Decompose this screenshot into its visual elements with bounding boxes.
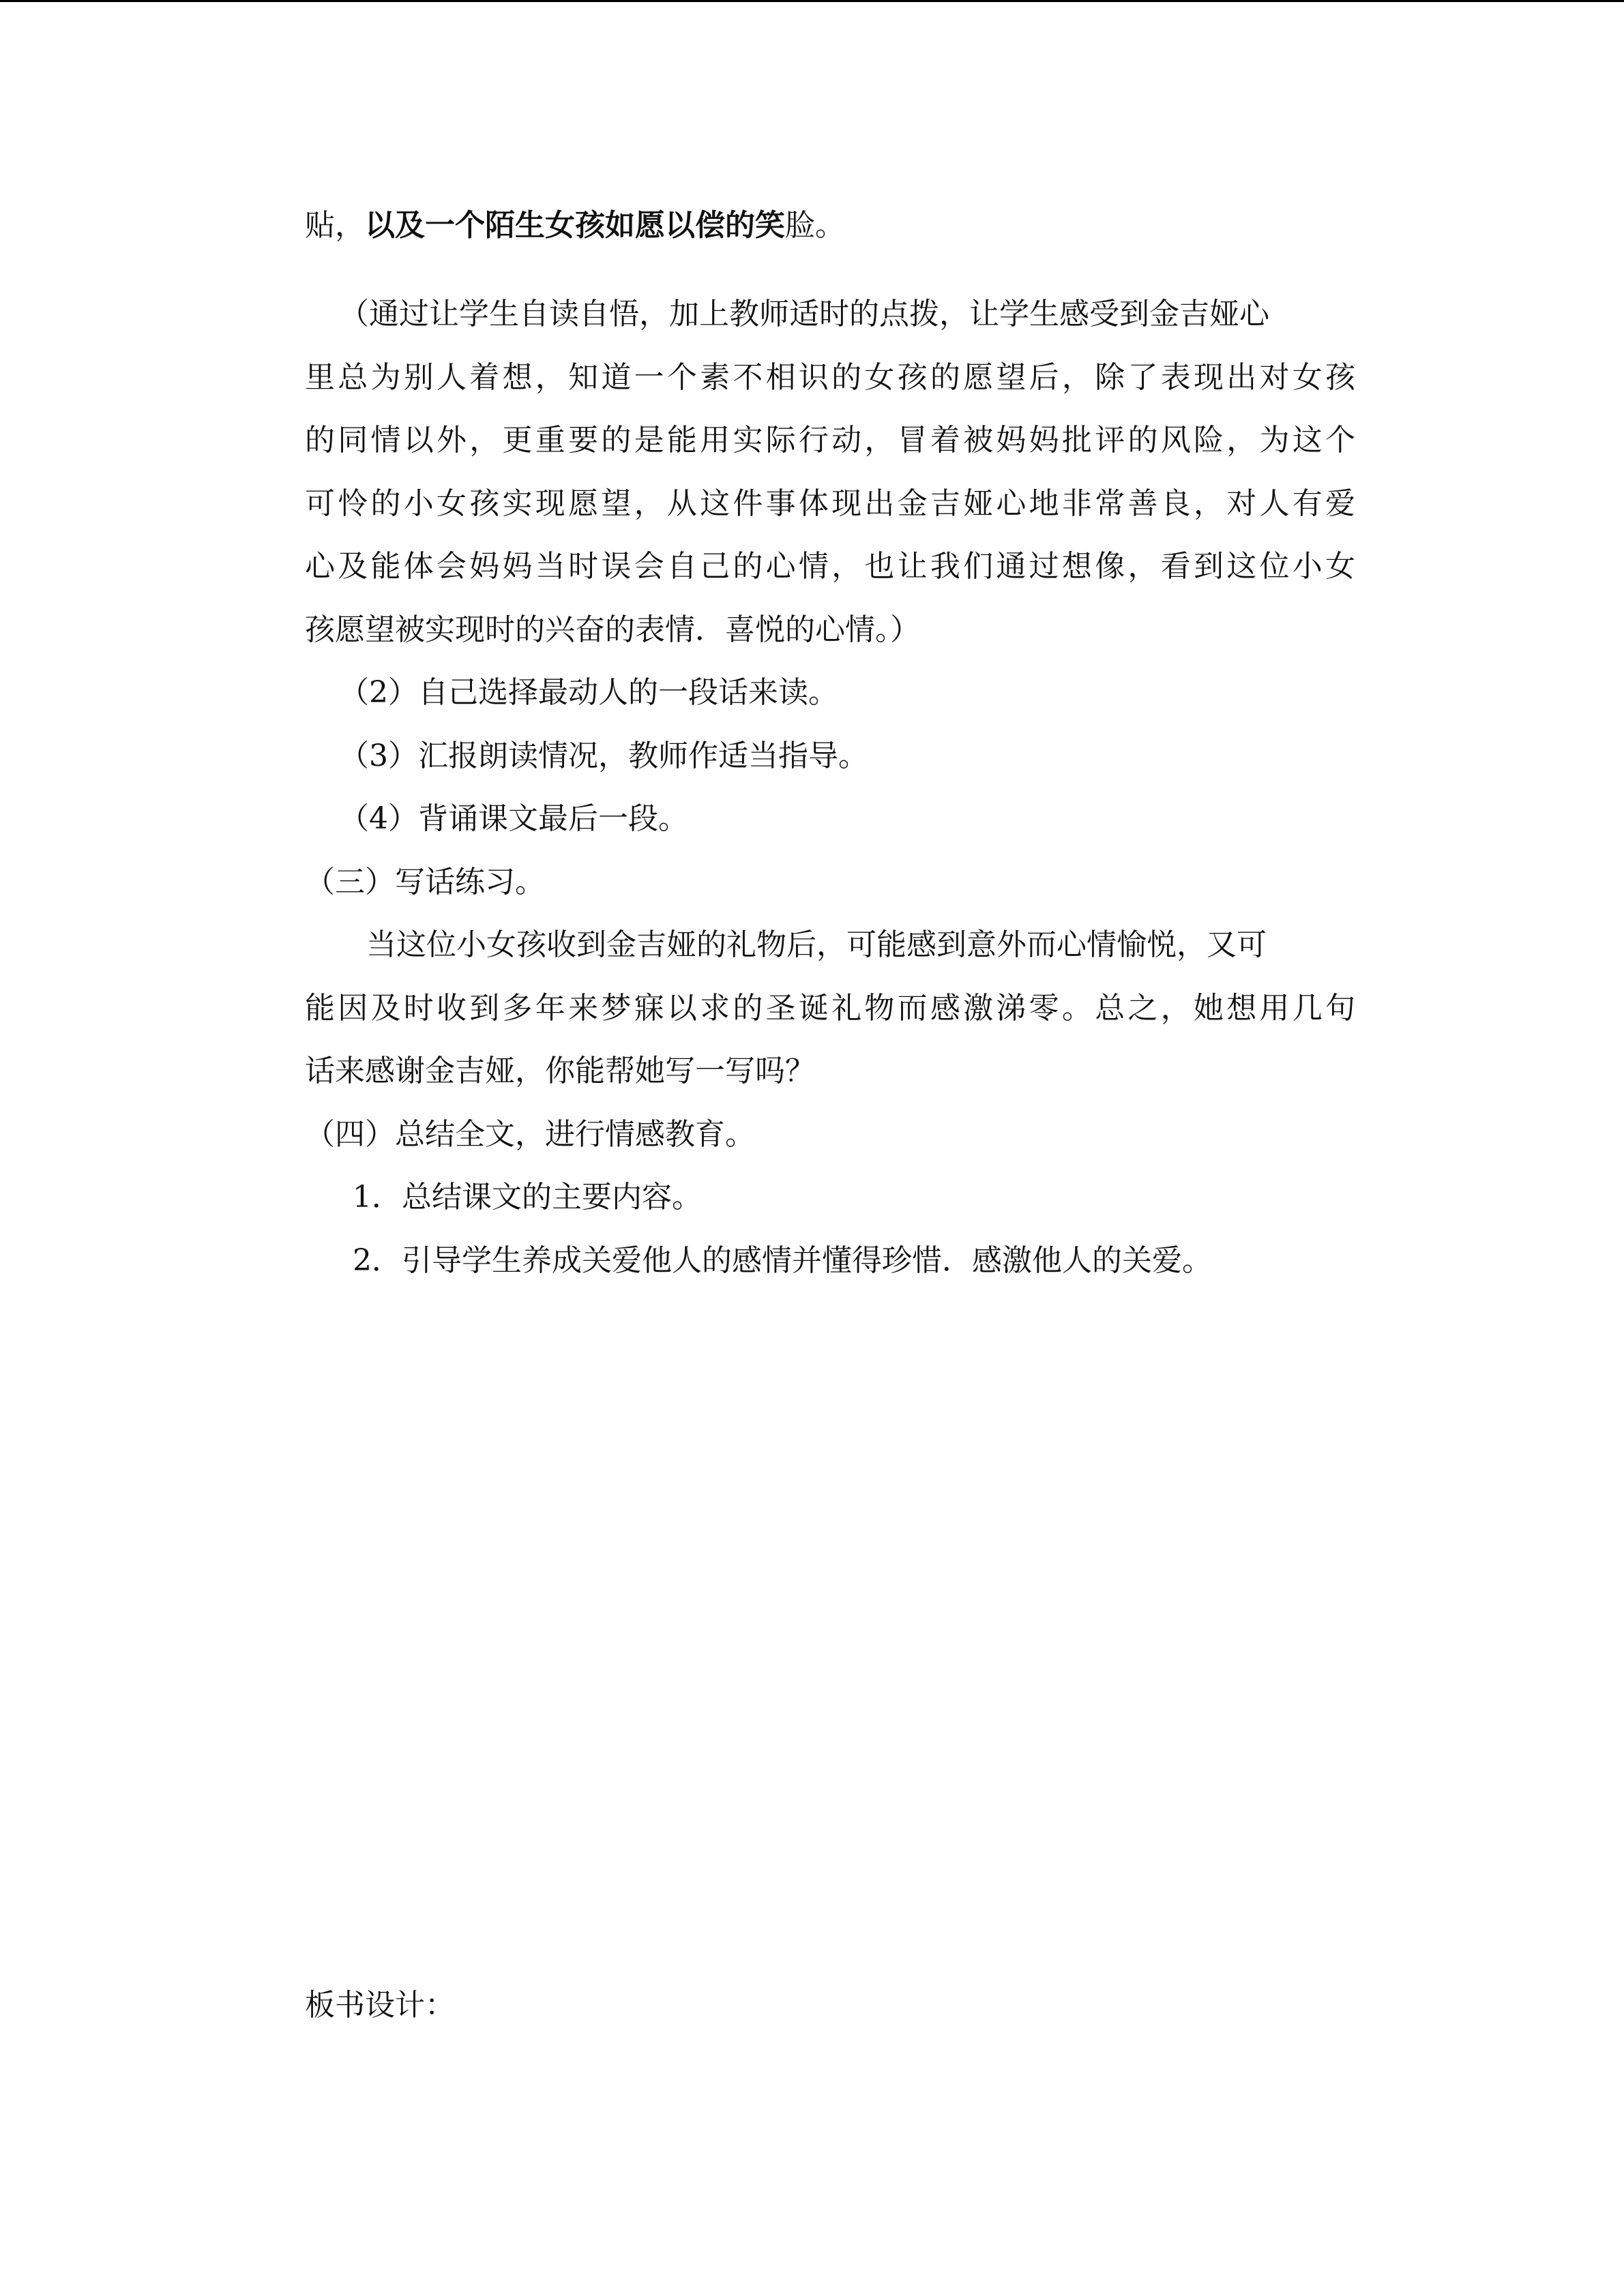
first-line (305, 205, 845, 246)
note-line-4: 可怜的小女孩实现愿望，从这件事体现出金吉娅心地非常善良，对人有爱 (305, 486, 1355, 521)
section-3-line-2: 能因及时收到多年来梦寐以求的圣诞礼物而感激涕零。总之，她想用几句 (305, 991, 1355, 1026)
board-design-heading: 板书设计： (305, 1988, 455, 2023)
section-3-heading: （三）写话练习。 (305, 865, 545, 899)
step-2: （2）自己选择最动人的一段话来读。 (339, 675, 838, 710)
note-line-5: 心及能体会妈妈当时误会自己的心情，也让我们通过想像，看到这位小女 (305, 549, 1355, 584)
first-line-lead: 贴， (305, 208, 365, 243)
section-3-line-1: 当这位小女孩收到金吉娅的礼物后，可能感到意外而心情愉悦，又可 (366, 927, 1267, 962)
section-4-heading: （四）总结全文，进行情感教育。 (305, 1117, 755, 1152)
first-line-tail: 脸。 (785, 208, 845, 243)
note-line-6: 孩愿望被实现时的兴奋的表情．喜悦的心情。） (305, 612, 920, 647)
note-line-1: （通过让学生自读自悟，加上教师适时的点拨，让学生感受到金吉娅心 (339, 297, 1269, 331)
step-3: （3）汇报朗读情况，教师作适当指导。 (339, 739, 868, 773)
step-4: （4）背诵课文最后一段。 (339, 801, 688, 836)
section-4-item-2: 2．引导学生养成关爱他人的感情并懂得珍惜．感激他人的关爱。 (353, 1243, 1212, 1278)
first-line-bold: 以及一个陌生女孩如愿以偿的笑 (365, 208, 785, 243)
note-line-2: 里总为别人着想，知道一个素不相识的女孩的愿望后，除了表现出对女孩 (305, 360, 1355, 395)
note-line-3: 的同情以外，更重要的是能用实际行动，冒着被妈妈批评的风险，为这个 (305, 423, 1355, 458)
section-3-line-3: 话来感谢金吉娅，你能帮她写一写吗？ (305, 1054, 815, 1088)
section-4-item-1: 1．总结课文的主要内容。 (353, 1180, 702, 1214)
